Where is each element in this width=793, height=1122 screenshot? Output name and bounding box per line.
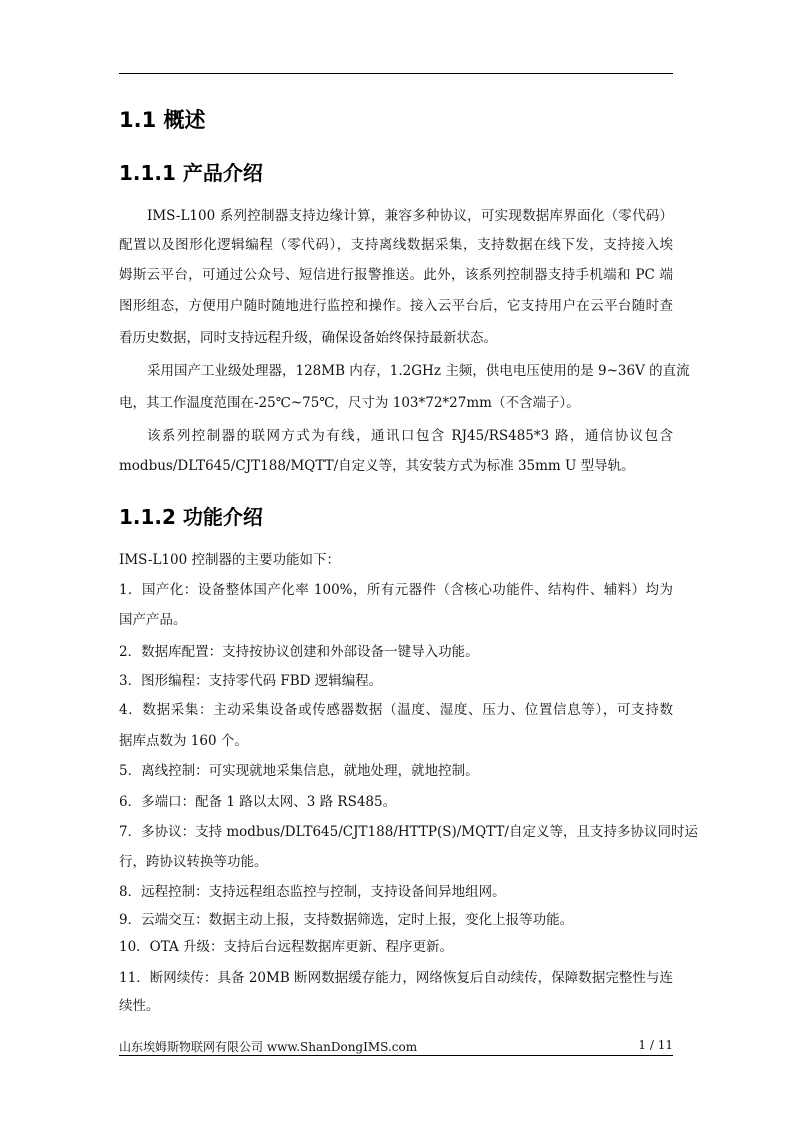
section-heading: 1.1 概述 (119, 108, 206, 132)
feature-item-line: 6．多端口：配备 1 路以太网、3 路 RS485。 (119, 794, 397, 810)
paragraph-line: modbus/DLT645/CJT188/MQTT/自定义等，其安装方式为标准 35mm U 型导轨。 (119, 458, 635, 474)
paragraph-line: 姆斯云平台，可通过公众号、短信进行报警推送。此外，该系列控制器支持手机端和 PC 端 (119, 267, 673, 283)
feature-item-line: 1．国产化：设备整体国产化率 100%，所有元器件（含核心功能件、结构件、辅料）均为 (119, 582, 673, 598)
feature-item-line: 行，跨协议转换等功能。 (119, 854, 268, 870)
header-rule (119, 73, 673, 74)
paragraph-line: 该系列控制器的联网方式为有线，通讯口包含 RJ45/RS485*3 路，通信协议包含 (147, 428, 673, 444)
feature-item-line: 9．云端交互：数据主动上报，支持数据筛选，定时上报，变化上报等功能。 (119, 912, 574, 928)
feature-item-line: 国产产品。 (119, 612, 187, 628)
feature-item-line: 据库点数为 160 个。 (119, 733, 248, 749)
subsection-heading-features: 1.1.2 功能介绍 (119, 505, 263, 529)
feature-item-line: 2．数据库配置：支持按协议创建和外部设备一键导入功能。 (119, 644, 479, 660)
paragraph-line: 看历史数据，同时支持远程升级，确保设备始终保持最新状态。 (119, 330, 497, 346)
footer (119, 1038, 673, 1055)
feature-item-line: 7．多协议：支持 modbus/DLT645/CJT188/HTTP(S)/MQTT/自定义等，且支持多协议同时运 (119, 824, 698, 840)
feature-item-line: 4．数据采集：主动采集设备或传感器数据（温度、湿度、压力、位置信息等），可支持数 (119, 702, 673, 718)
paragraph-line: 配置以及图形化逻辑编程（零代码），支持离线数据采集，支持数据在线下发，支持接入埃 (119, 237, 673, 253)
page-number: 1 / 11 (638, 1038, 673, 1052)
feature-item-line: 续性。 (119, 998, 160, 1014)
paragraph-line: 电，其工作温度范围在-25℃~75℃，尺寸为 103*72*27mm（不含端子）。 (119, 395, 580, 411)
feature-item-line: 8．远程控制：支持远程组态监控与控制，支持设备间异地组网。 (119, 884, 506, 900)
feature-item-line: 10．OTA 升级：支持后台远程数据库更新、程序更新。 (119, 939, 454, 955)
paragraph-line: IMS-L100 系列控制器支持边缘计算，兼容多种协议，可实现数据库界面化（零代码） (147, 208, 673, 224)
footer-company: 山东埃姆斯物联网有限公司 www.ShanDongIMS.com (119, 1040, 418, 1054)
features-intro: IMS-L100 控制器的主要功能如下： (119, 552, 340, 568)
feature-item-line: 5．离线控制：可实现就地采集信息，就地处理，就地控制。 (119, 763, 479, 779)
subsection-heading-product: 1.1.1 产品介绍 (119, 161, 263, 185)
feature-item-line: 3．图形编程：支持零代码 FBD 逻辑编程。 (119, 673, 383, 689)
paragraph-line: 采用国产工业级处理器，128MB 内存，1.2GHz 主频，供电电压使用的是 9~36V 的直流 (147, 363, 690, 379)
feature-item-line: 11．断网续传：具备 20MB 断网数据缓存能力，网络恢复后自动续传，保障数据完整性与连 (119, 970, 673, 986)
paragraph-line: 图形组态，方便用户随时随地进行监控和操作。接入云平台后，它支持用户在云平台随时查 (119, 298, 673, 314)
footer-rule (119, 1055, 673, 1056)
